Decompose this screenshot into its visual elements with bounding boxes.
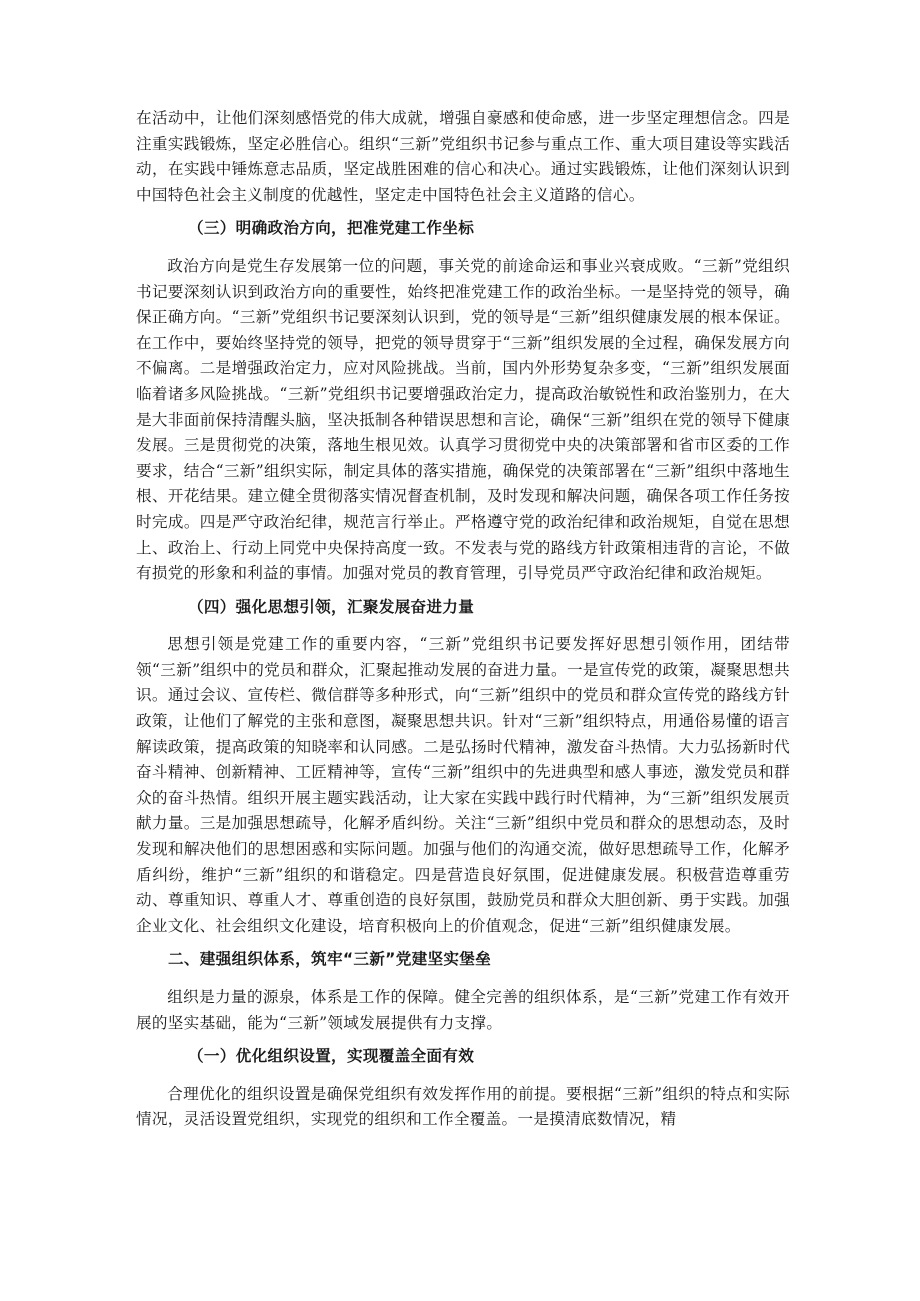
section-heading-2-1: （一）优化组织设置，实现覆盖全面有效 — [188, 1047, 475, 1066]
paragraph-organization-system: 组织是力量的源泉，体系是工作的保障。健全完善的组织体系，是“三新”党建工作有效开展的坚实基础，能为“三新”领域发展提供有力支撑。 — [136, 988, 790, 1032]
document-page — [136, 106, 790, 1139]
paragraph-political-direction: 政治方向是党生存发展第一位的问题，事关党的前途命运和事业兴衰成败。“三新”党组织书记要深刻认识到政治方向的重要性，始终把准党建工作的政治坐标。一是坚持党的领导，确保正确方向。“三新”党组织书记要深刻认识到，党的领导是“三新”组织健康发展的根本保证。在工作中，要始终坚持党的领导，把党的领导贯穿于“三新”组织发展的全过程，确保发展方向不偏离。二是增强政治定力，应对风险挑战。当前，国内外形势复杂多变，“三新”组织发展面临着诸多风险挑战。“三新”党组织书记要增强政治定力，提高政治敏锐性和政治鉴别力，在大是大非面前保持清醒头脑，坚决抵制各种错误思想和言论，确保“三新”组织在党的领导下健康发展。三是贯彻党的决策，落地生根见效。认真学习贯彻党中央的决策部署和省市区委的工作要求，结合“三新”组织实际，制定具体的落实措施，确保党的决策部署在“三新”组织中落地生根、开花结果。建立健全贯彻落实情况督查机制，及时发现和解决问题，确保各项工作任务按时完成。四是严守政治纪律，规范言行举止。严格遵守党的政治纪律和政治规矩，自觉在思想上、政治上、行动上同党中央保持高度一致。不发表与党的路线方针政策相违背的言论，不做有损党的形象和利益的事情。加强对党员的教育管理，引导党员严守政治纪律和政治规矩。 — [136, 256, 790, 583]
chapter-heading-2: 二、建强组织体系，筑牢“三新”党建坚实堡垒 — [168, 950, 492, 969]
paragraph-ideological-guidance: 思想引领是党建工作的重要内容，“三新”党组织书记要发挥好思想引领作用，团结带领“三新”组织中的党员和群众，汇聚起推动发展的奋进力量。一是宣传党的政策，凝聚思想共识。通过会议、宣传栏、微信群等多种形式，向“三新”组织中的党员和群众宣传党的路线方针政策，让他们了解党的主张和意图，凝聚思想共识。针对“三新”组织特点，用通俗易懂的语言解读政策，提高政策的知晓率和认同感。二是弘扬时代精神，激发奋斗热情。大力弘扬新时代奋斗精神、创新精神、工匠精神等，宣传“三新”组织中的先进典型和感人事迹，激发党员和群众的奋斗热情。组织开展主题实践活动，让大家在实践中践行时代精神，为“三新”组织发展贡献力量。三是加强思想疏导，化解矛盾纠纷。关注“三新”组织中党员和群众的思想动态，及时发现和解决他们的思想困惑和实际问题。加强与他们的沟通交流，做好思想疏导工作，化解矛盾纠纷，维护“三新”组织的和谐稳定。四是营造良好氛围，促进健康发展。积极营造尊重劳动、尊重知识、尊重人才、尊重创造的良好氛围，鼓励党员和群众大胆创新、勇于实践。加强企业文化、社会组织文化建设，培育积极向上的价值观念，促进“三新”组织健康发展。 — [136, 635, 790, 935]
paragraph-continuation: 在活动中，让他们深刻感悟党的伟大成就，增强自豪感和使命感，进一步坚定理想信念。四是注重实践锻炼，坚定必胜信心。组织“三新”党组织书记参与重点工作、重大项目建设等实践活动，在实践中锤炼意志品质，坚定战胜困难的信心和决心。通过实践锻炼，让他们深刻认识到中国特色社会主义制度的优越性，坚定走中国特色社会主义道路的信心。 — [136, 109, 790, 204]
section-heading-3: （三）明确政治方向，把准党建工作坐标 — [188, 219, 475, 238]
section-heading-4: （四）强化思想引领，汇聚发展奋进力量 — [188, 597, 475, 616]
paragraph-organization-setup: 合理优化的组织设置是确保党组织有效发挥作用的前提。要根据“三新”组织的特点和实际情况，灵活设置党组织，实现党的组织和工作全覆盖。一是摸清底数情况，精 — [136, 1084, 790, 1129]
